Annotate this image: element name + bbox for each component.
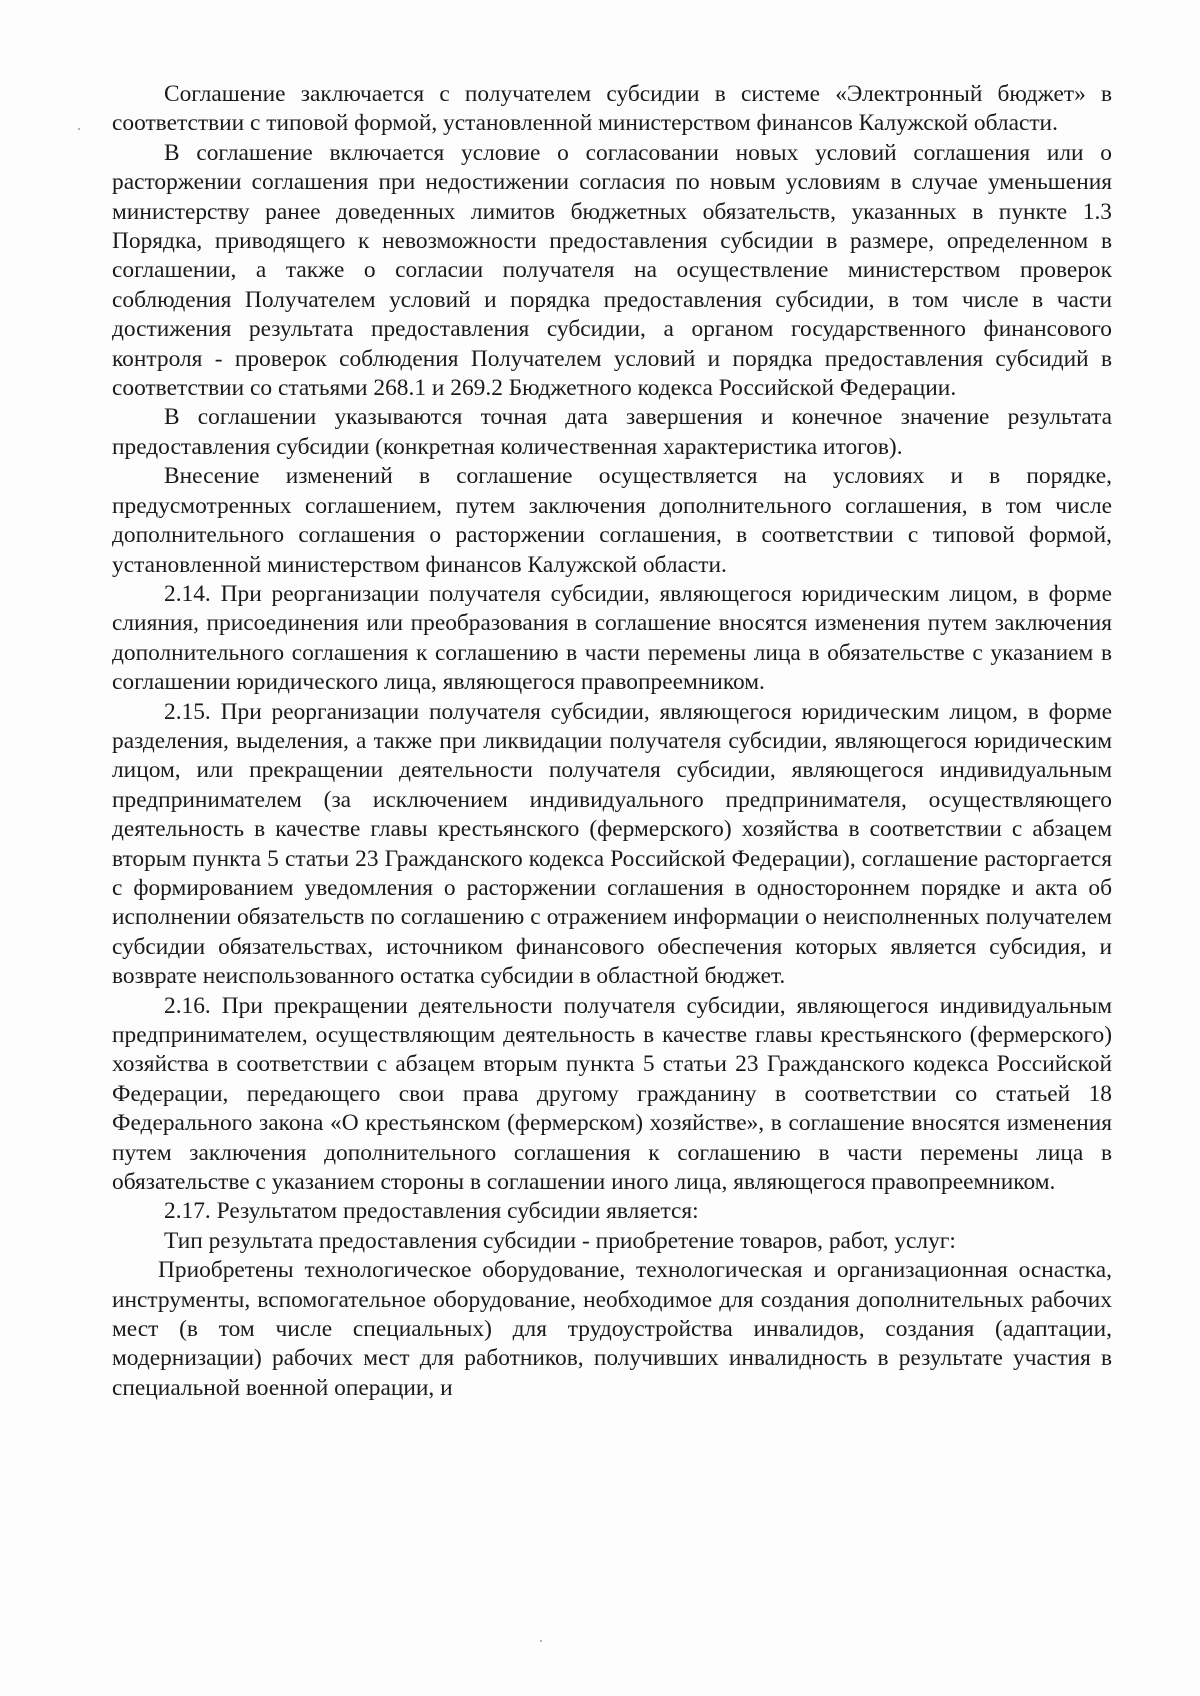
scan-speck [78,128,80,130]
paragraph-agreement-conditions: В соглашение включается условие о согласовании новых условий соглашения или о расторжении соглашения при недостижении согласия по новым условиям в случае уменьшения министерству ранее доведенных лимитов бюджетных обязательств, указанных в пункте 1.3 Порядка, приводящего к невозможности предоставления субсидии в размере, определенном в соглашении, а также о согласии получателя на осуществление министерством проверок соблюдения Получателем условий и порядка предоставления субсидии, в том числе в части достижения результата предоставления субсидии, а органом государственного финансового контроля - проверок соблюдения Получателем условий и порядка предоставления субсидий в соответствии со статьями 268.1 и 269.2 Бюджетного кодекса Российской Федерации. [112,139,1112,402]
paragraph-2-17: 2.17. Результатом предоставления субсидии является: [164,1198,699,1225]
paragraph-2-14: 2.14. При реорганизации получателя субсидии, являющегося юридическим лицом, в форме слияния, присоединения или преобразования в соглашение вносятся изменения путем заключения дополнительного соглашения к соглашению в части перемены лица в обязательстве с указанием в соглашении юридического лица, являющегося правопреемником. [112,580,1112,696]
scan-speck [540,1640,542,1642]
document-body [112,80,1112,1403]
paragraph-amendments: Внесение изменений в соглашение осуществляется на условиях и в порядке, предусмотренных соглашением, путем заключения дополнительного соглашения, в том числе дополнительного соглашения о расторжении соглашения, в соответствии с типовой формой, установленной министерством финансов Калужской области. [112,463,1112,578]
paragraph-result-type: Тип результата предоставления субсидии - приобретение товаров, работ, услуг: [164,1227,956,1254]
paragraph-equipment-acquired: Приобретены технологическое оборудование, технологическая и организационная оснастка, инструменты, вспомогательное оборудование, необходимое для создания дополнительных рабочих мест (в том числе специальных) для трудоустройства инвалидов, создания (адаптации, модернизации) рабочих мест для работников, получивших инвалидность в результате участия в специальной военной операции, и [112,1257,1112,1401]
paragraph-2-15: 2.15. При реорганизации получателя субсидии, являющегося юридическим лицом, в форме разделения, выделения, а также при ликвидации получателя субсидии, являющегося юридическим лицом, или прекращении деятельности получателя субсидии, являющегося индивидуальным предпринимателем (за исключением индивидуального предпринимателя, осуществляющего деятельность в качестве главы крестьянского (фермерского) хозяйства в соответствии с абзацем вторым пункта 5 статьи 23 Гражданского кодекса Российской Федерации), соглашение расторгается с формированием уведомления о расторжении соглашения в одностороннем порядке и акта об исполнении обязательств по соглашению с отражением информации о неисполненных получателем субсидии обязательствах, источником финансового обеспечения которых является субсидия, и возврате неиспользованного остатка субсидии в областной бюджет. [112,698,1112,990]
paragraph-2-16: 2.16. При прекращении деятельности получателя субсидии, являющегося индивидуальным предпринимателем, осуществляющим деятельность в качестве главы крестьянского (фермерского) хозяйства в соответствии с абзацем вторым пункта 5 статьи 23 Гражданского кодекса Российской Федерации, передающего свои права другому гражданину в соответствии со статьей 18 Федерального закона «О крестьянском (фермерском) хозяйстве», в соглашение вносятся изменения путем заключения дополнительного соглашения к соглашению в части перемены лица в обязательстве с указанием стороны в соглашении иного лица, являющегося правопреемником. [112,992,1112,1196]
paragraph-completion-date: В соглашении указываются точная дата завершения и конечное значение результата предоставления субсидии (конкретная количественная характеристика итогов). [112,404,1112,460]
paragraph-agreement-conclusion: Соглашение заключается с получателем субсидии в системе «Электронный бюджет» в соответствии с типовой формой, установленной министерством финансов Калужской области. [112,81,1112,137]
